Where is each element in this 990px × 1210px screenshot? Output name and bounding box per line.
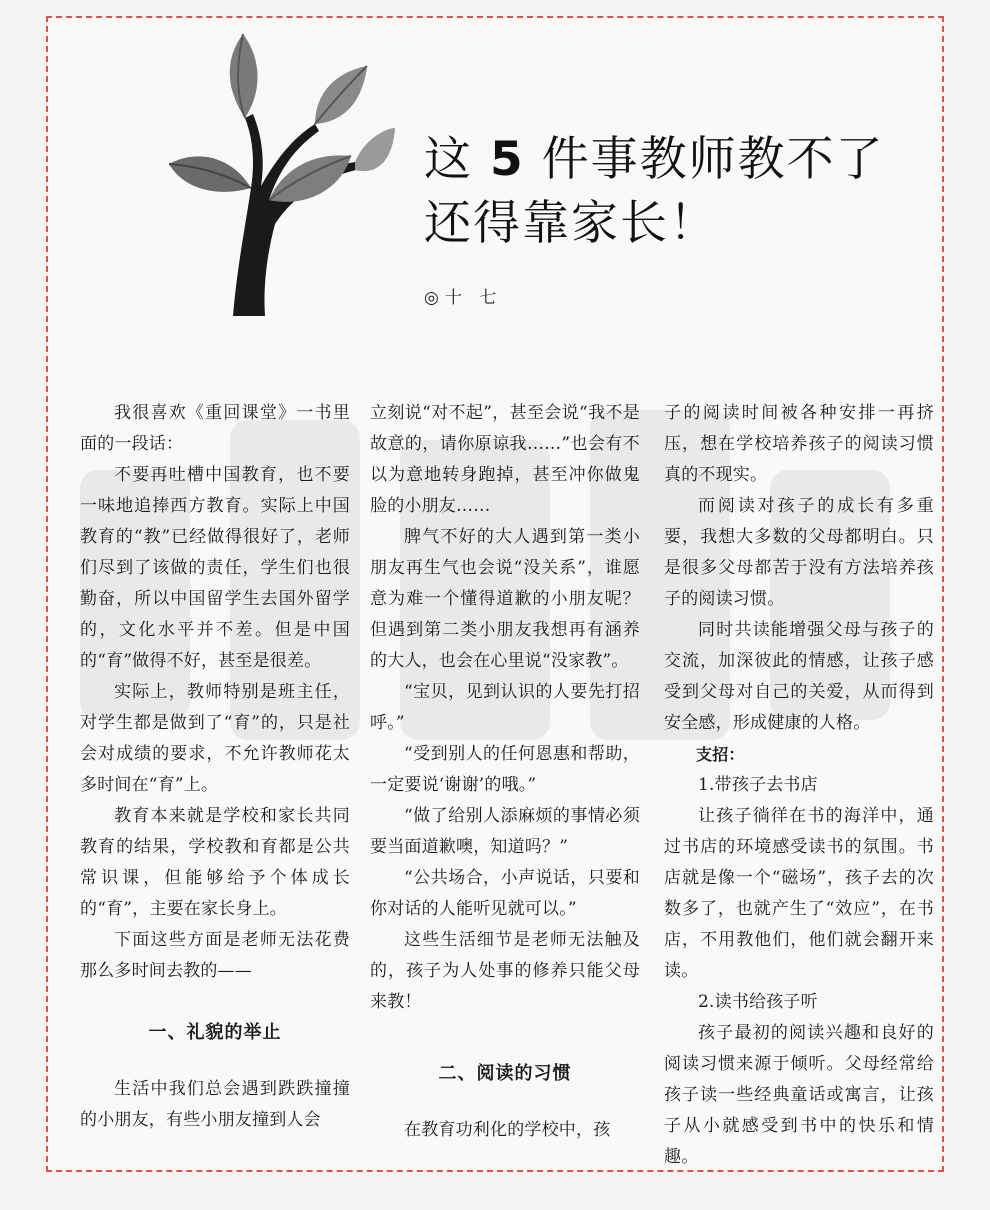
paragraph: 下面这些方面是老师无法花费那么多时间去教的—— <box>80 930 350 981</box>
paragraph: 这些生活细节是老师无法触及的，孩子为人处事的修养只能父母来教！ <box>370 930 640 1012</box>
paragraph: 在教育功利化的学校中，孩 <box>404 1120 611 1140</box>
paragraph: “宝贝，见到认识的人要先打招呼。” <box>370 682 640 733</box>
column-1 <box>80 398 350 1136</box>
tip-title: 2.读书给孩子听 <box>698 992 818 1012</box>
title-line1-rest: 件事教师教不了 <box>541 132 885 187</box>
paragraph: “公共场合，小声说话，只要和你对话的人能听见就可以。” <box>370 868 640 919</box>
paragraph: 生活中我们总会遇到跌跌撞撞的小朋友，有些小朋友撞到人会 <box>80 1079 350 1130</box>
paragraph: 实际上，教师特别是班主任，对学生都是做到了“育”的，只是社会对成绩的要求，不允许教师花太多时间在“育”上。 <box>80 682 350 795</box>
paragraph: “受到别人的任何恩惠和帮助，一定要说‘谢谢’的哦。” <box>370 744 640 795</box>
tree-leaves-icon <box>165 28 395 318</box>
column-3 <box>664 398 934 1173</box>
paragraph: 孩子最初的阅读兴趣和良好的阅读习惯来源于倾听。父母经常给孩子读一些经典童话或寓言，让孩子从小就感受到书中的快乐和情趣。 <box>664 1023 934 1167</box>
paragraph: 同时共读能增强父母与孩子的交流，加深彼此的情感，让孩子感受到父母对自己的关爱，从而得到安全感，形成健康的人格。 <box>664 620 934 733</box>
column-2 <box>370 398 640 1146</box>
section-heading-1: 一、礼貌的举止 <box>148 1022 282 1043</box>
paragraph: 教育本来就是学校和家长共同教育的结果，学校教和育都是公共常识课，但能够给予个体成长的“育”，主要在家长身上。 <box>80 806 350 919</box>
section-heading-2: 二、阅读的习惯 <box>438 1063 572 1084</box>
paragraph: 让孩子徜徉在书的海洋中，通过书店的环境感受读书的氛围。书店就是像一个“磁场”，孩子去的次数多了，也就产生了“效应”，在书店，不用教他们，他们就会翻开来读。 <box>664 806 934 981</box>
paragraph: 而阅读对孩子的成长有多重要，我想大多数的父母都明白。只是很多父母都苦于没有方法培养孩子的阅读习惯。 <box>664 496 934 609</box>
tip-title: 1.带孩子去书店 <box>698 775 818 795</box>
paragraph: “做了给别人添麻烦的事情必须要当面道歉噢，知道吗？” <box>370 806 640 857</box>
title-block <box>424 128 904 256</box>
paragraph: 不要再吐槽中国教育，也不要一味地追捧西方教育。实际上中国教育的“教”已经做得很好了，老师们尽到了该做的责任，学生们也很勤奋，所以中国留学生去国外留学的，文化水平并不差。但是中国的“育”做得不好，甚至是很差。 <box>80 465 350 671</box>
byline: ◎十 七 <box>424 288 503 308</box>
title-prefix: 这 <box>424 132 473 187</box>
title-line2: 还得靠家长！ <box>424 196 718 251</box>
paragraph: 立刻说“对不起”，甚至会说“我不是故意的，请你原谅我……”也会有不以为意地转身跑掉，甚至冲你做鬼脸的小朋友…… <box>370 403 640 516</box>
title-number: 5 <box>489 132 525 187</box>
paragraph: 我很喜欢《重回课堂》一书里面的一段话： <box>80 403 350 454</box>
paragraph: 子的阅读时间被各种安排一再挤压，想在学校培养孩子的阅读习惯真的不现实。 <box>664 403 934 485</box>
paragraph: 脾气不好的大人遇到第一类小朋友再生气也会说“没关系”，谁愿意为难一个懂得道歉的小朋友呢？但遇到第二类小朋友我想再有涵养的大人，也会在心里说“没家教”。 <box>370 527 640 671</box>
tips-heading: 支招： <box>696 745 745 764</box>
article-title <box>424 128 904 256</box>
